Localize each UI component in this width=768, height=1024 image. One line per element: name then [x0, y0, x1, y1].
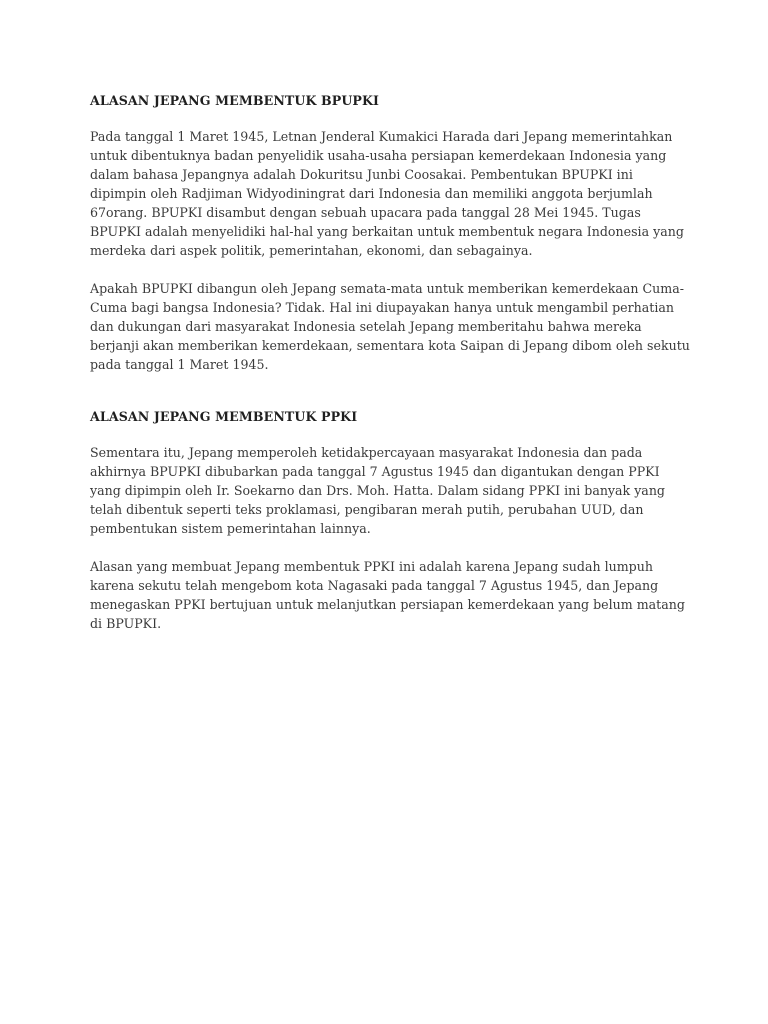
document-page: [90, 91, 690, 652]
section-heading: ALASAN JEPANG MEMBENTUK PPKI: [90, 409, 358, 424]
paragraph: Sementara itu, Jepang memperoleh ketidakpercayaan masyarakat Indonesia dan pada akhirnya BPUPKI dibubarkan pada tanggal 7 Agustus 1945 dan digantukan dengan PPKI yang dipimpin oleh Ir. Soekarno dan Drs. Moh. Hatta. Dalam sidang PPKI ini banyak yang telah dibentuk seperti teks proklamasi, pengibaran merah putih, perubahan UUD, dan pembentukan sistem pemerintahan lainnya.: [90, 445, 665, 536]
section-heading: ALASAN JEPANG MEMBENTUK BPUPKI: [90, 93, 380, 108]
section-spacer: [90, 393, 690, 407]
paragraph: Pada tanggal 1 Maret 1945, Letnan Jenderal Kumakici Harada dari Jepang memerintahkan untuk dibentuknya badan penyelidik usaha-usaha persiapan kemerdekaan Indonesia yang dalam bahasa Jepangnya adalah Dokuritsu Junbi Coosakai. Pembentukan BPUPKI ini dipimpin oleh Radjiman Widyodiningrat dari Indonesia dan memiliki anggota berjumlah 67orang. BPUPKI disambut dengan sebuah upacara pada tanggal 28 Mei 1945. Tugas BPUPKI adalah menyelidiki hal-hal yang berkaitan untuk membentuk negara Indonesia yang merdeka dari aspek politik, pemerintahan, ekonomi, dan sebagainya.: [90, 129, 684, 258]
paragraph: Apakah BPUPKI dibangun oleh Jepang semata-mata untuk memberikan kemerdekaan Cuma-Cuma bagi bangsa Indonesia? Tidak. Hal ini diupayakan hanya untuk mengambil perhatian dan dukungan dari masyarakat Indonesia setelah Jepang memberitahu bahwa mereka berjanji akan memberikan kemerdekaan, sementara kota Saipan di Jepang dibom oleh sekutu pada tanggal 1 Maret 1945.: [90, 281, 690, 372]
paragraph: Alasan yang membuat Jepang membentuk PPKI ini adalah karena Jepang sudah lumpuh karena sekutu telah mengebom kota Nagasaki pada tanggal 7 Agustus 1945, dan Jepang menegaskan PPKI bertujuan untuk melanjutkan persiapan kemerdekaan yang belum matang di BPUPKI.: [90, 559, 685, 631]
section-ppki: [90, 407, 690, 633]
section-bpupki: [90, 91, 690, 374]
